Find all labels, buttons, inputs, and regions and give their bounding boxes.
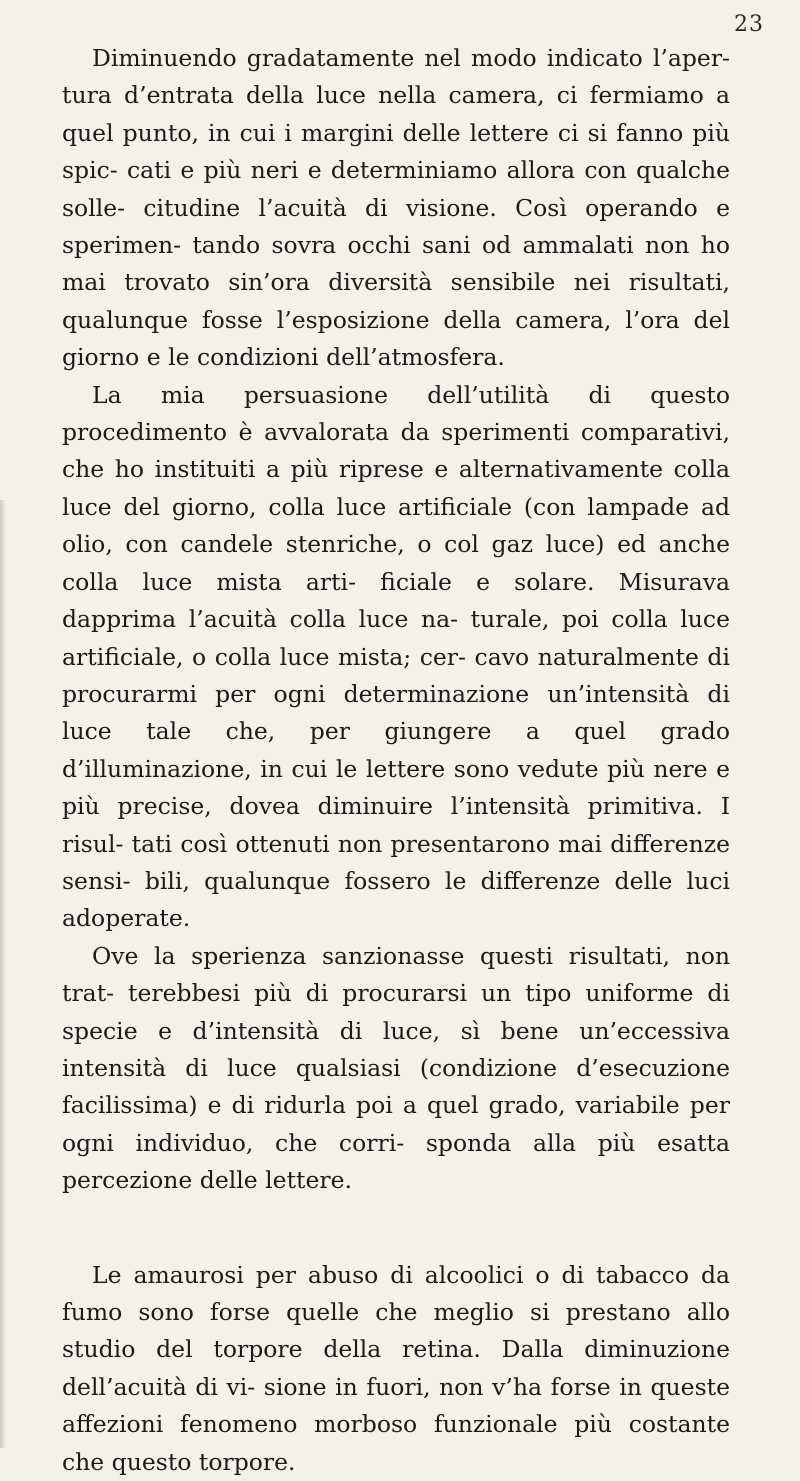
page-edge-shadow (0, 500, 6, 1448)
paragraph-1: Diminuendo gradatamente nel modo indicato l’aper- tura d’entrata della luce nella camera, ci fermiamo a quel punto, in cui i margini delle lettere ci si fanno più spic- cati e più neri e determiniamo allora con qualche solle- citudine l’acuità di visione. Così operando e sperimen- tando sovra occhi sani od ammalati non ho mai trovato sin’ora diversità sensibile nei risultati, qualunque fosse l’esposizione della camera, l’ora del giorno e le condizioni dell’atmosfera. (62, 44, 730, 372)
body-text (62, 40, 730, 1481)
paragraph-4: Le amaurosi per abuso di alcoolici o di tabacco da fumo sono forse quelle che meglio si prestano allo studio del torpore della retina. Dalla diminuzione dell’acuità di vi- sione in fuori, non v’ha forse in queste affezioni fenomeno morboso funzionale più costante che questo torpore. (62, 1260, 730, 1476)
paragraph-3: Ove la sperienza sanzionasse questi risultati, non trat- terebbesi più di procurarsi un tipo uniforme di specie e d’intensità di luce, sì bene un’eccessiva intensità di luce qualsiasi (condizione d’esecuzione facilissima) e di ridurla poi a quel grado, variabile per ogni individuo, che corri- sponda alla più esatta percezione delle lettere. (62, 941, 730, 1195)
section-divider-space (62, 1200, 730, 1257)
page-number: 23 (734, 12, 764, 37)
paragraph-2: La mia persuasione dell’utilità di questo procedimento è avvalorata da sperimenti comparativi, che ho instituiti a più riprese e alternativamente colla luce del giorno, colla luce artificiale (con lampade ad olio, con candele stenriche, o col gaz luce) ed anche colla luce mista arti- ficiale e solare. Misurava dapprima l’acuità colla luce na- turale, poi colla luce artificiale, o colla luce mista; cer- cavo naturalmente di procurarmi per ogni determinazione un’intensità di luce tale che, per giungere a quel grado d’illuminazione, in cui le lettere sono vedute più nere e più precise, dovea diminuire l’intensità primitiva. I risul- tati così ottenuti non presentarono mai differenze sensi- bili, qualunque fossero le differenze delle luci adoperate. (62, 380, 730, 933)
